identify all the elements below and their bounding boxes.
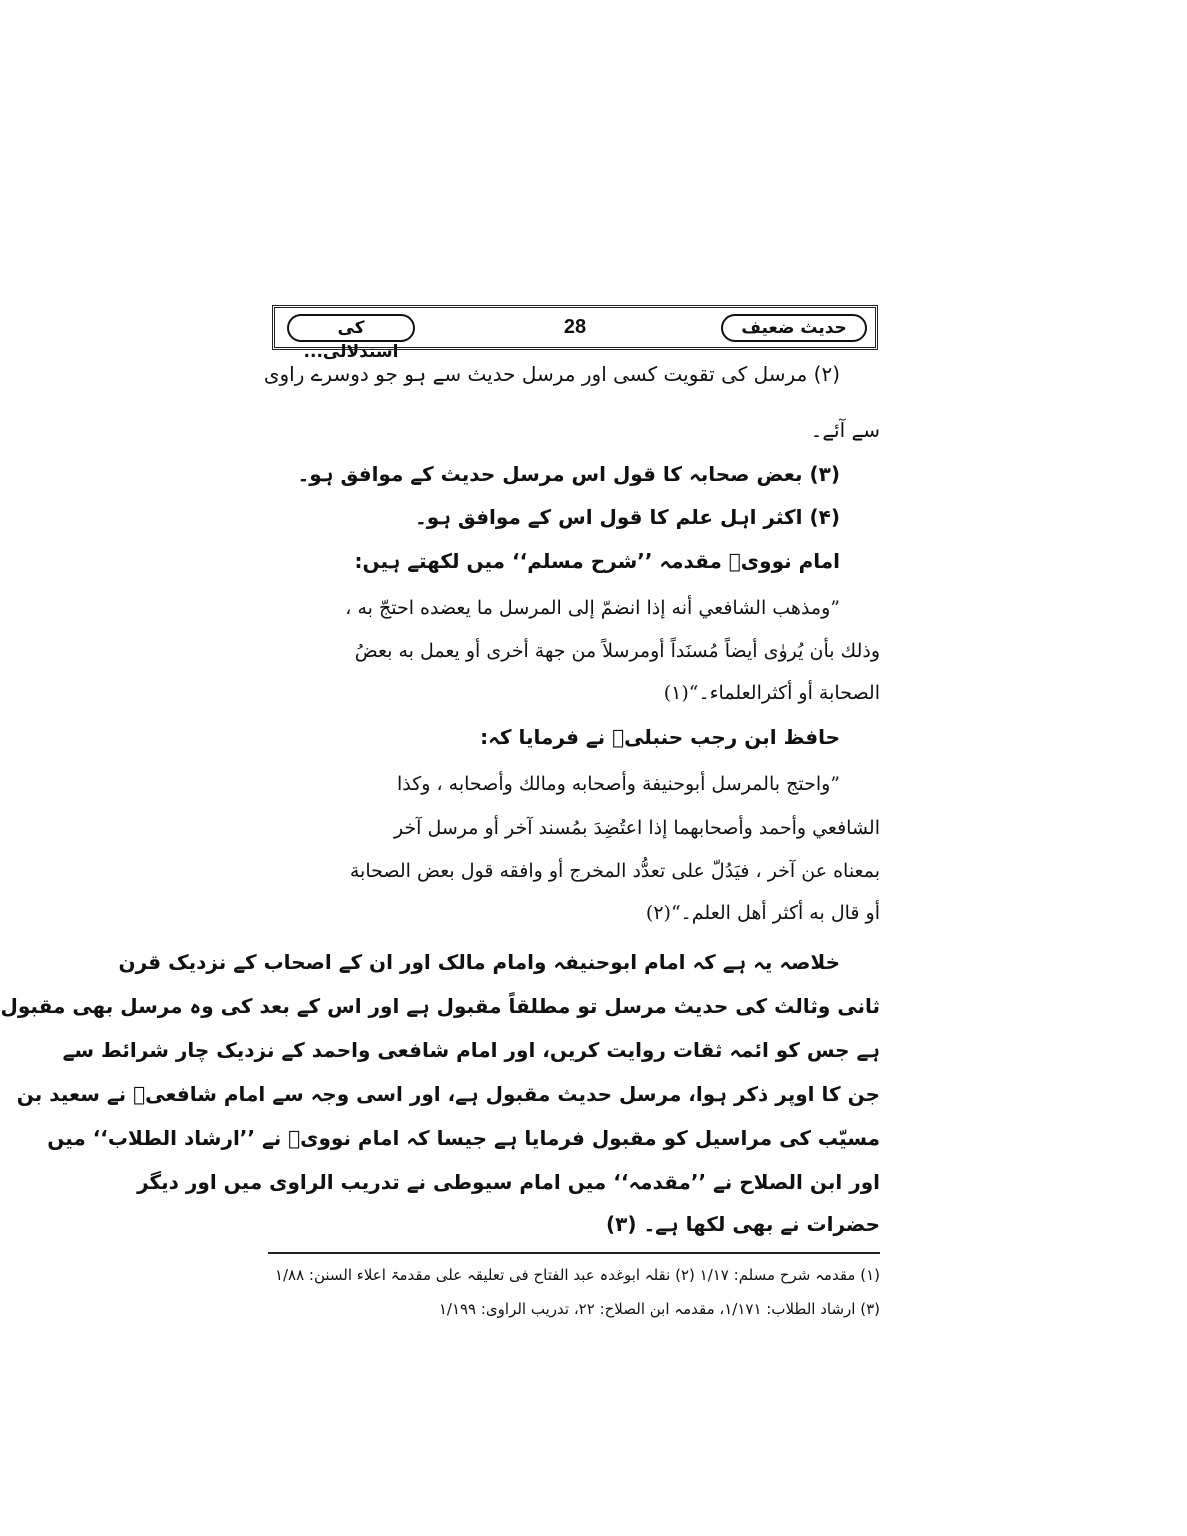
arabic-quote-line: الشافعي وأحمد وأصحابهما إذا اعتُضِدَ بمُسند آخر أو مرسل آخر bbox=[393, 817, 880, 839]
paragraph-line: سے آئے۔ bbox=[810, 418, 880, 442]
footnote-line: (۱) مقدمہ شرح مسلم: ۱/۱۷ (۲) نقلہ ابوغدہ عبد الفتاح فی تعلیقہ علی مقدمۃ اعلاء السنن: ۱/۸۸ bbox=[274, 1266, 880, 1284]
summary-line: ثانی وثالث کی حدیث مرسل تو مطلقاً مقبول ہے اور اس کے بعد کی وہ مرسل بھی مقبول bbox=[0, 994, 880, 1018]
arabic-quote-line: ”واحتج بالمرسل أبوحنيفة وأصحابه ومالك وأصحابه ، وكذا bbox=[396, 773, 840, 795]
running-header bbox=[272, 305, 878, 362]
summary-line: ہے جس کو ائمہ ثقات روایت کریں، اور امام شافعی واحمد کے نزدیک چار شرائط سے bbox=[62, 1038, 880, 1062]
footnote-divider bbox=[268, 1252, 880, 1254]
arabic-quote-line: ”ومذهب الشافعي أنه إذا انضمّ إلى المرسل ما يعضده احتجّ به ، bbox=[345, 597, 840, 619]
condition-4: (۴) اکثر اہل علم کا قول اس کے موافق ہو۔ bbox=[414, 505, 840, 529]
footnote-line: (۳) ارشاد الطلاب: ۱/۱۷۱، مقدمہ ابن الصلاح: ۲۲، تدریب الراوی: ۱/۱۹۹ bbox=[438, 1300, 880, 1318]
arabic-quote-line: وذلك بأن يُروٰى أيضاً مُسنَداً أومرسلاً من جهة أخرى أو يعمل به بعضُ bbox=[354, 640, 880, 662]
arabic-quote-line: بمعناه عن آخر ، فيَدُلّ على تعدُّد المخرج أو وافقه قول بعض الصحابة bbox=[349, 860, 880, 882]
paragraph-line: (۲) مرسل کی تقویت کسی اور مرسل حدیث سے ہو جو دوسرے راوی bbox=[263, 362, 840, 386]
summary-line: حضرات نے بھی لکھا ہے۔ (۳) bbox=[605, 1212, 880, 1236]
section-intro-ibn-rajab: حافظ ابن رجب حنبلیؒ نے فرمایا کہ: bbox=[480, 725, 840, 749]
summary-line: جن کا اوپر ذکر ہوا، مرسل حدیث مقبول ہے، اور اسی وجہ سے امام شافعیؒ نے سعید بن bbox=[16, 1082, 880, 1106]
summary-line: خلاصہ یہ ہے کہ امام ابوحنیفہ وامام مالک اور ان کے اصحاب کے نزدیک قرن bbox=[118, 950, 840, 974]
page-number: 28 bbox=[563, 316, 587, 338]
condition-3: (۳) بعض صحابہ کا قول اس مرسل حدیث کے موافق ہو۔ bbox=[297, 462, 840, 486]
arabic-quote-line: الصحابة أو أكثرالعلماء۔“(۱) bbox=[663, 682, 880, 704]
header-chapter-title: کی استدلالی... bbox=[287, 314, 415, 342]
summary-line: مسیّب کی مراسیل کو مقبول فرمایا ہے جیسا کہ امام نوویؒ نے ’’ارشاد الطلاب‘‘ میں bbox=[47, 1126, 880, 1150]
section-intro-nawawi: امام نوویؒ مقدمہ ’’شرح مسلم‘‘ میں لکھتے ہیں: bbox=[354, 549, 840, 573]
header-book-title: حدیث ضعیف bbox=[721, 314, 867, 342]
summary-line: اور ابن الصلاح نے ’’مقدمہ‘‘ میں امام سیوطی نے تدریب الراوی میں اور دیگر bbox=[137, 1170, 880, 1194]
arabic-quote-line: أو قال به أكثر أهل العلم۔“(۲) bbox=[645, 902, 880, 924]
